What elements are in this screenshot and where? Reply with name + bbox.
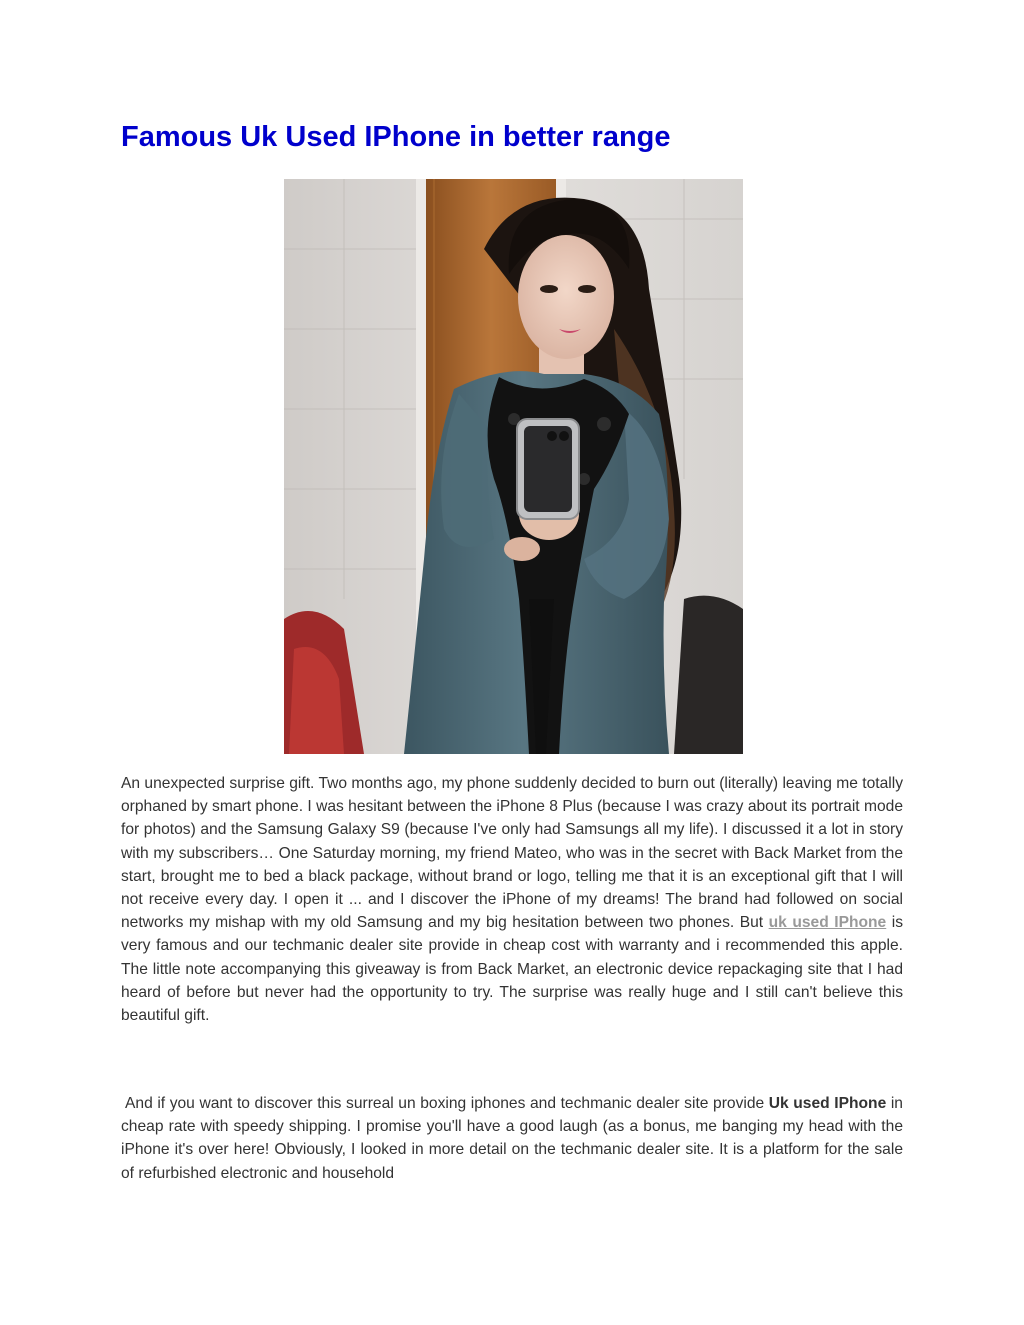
paragraph-1 [121, 772, 903, 1027]
uk-used-iphone-link[interactable]: uk used IPhone [768, 914, 887, 932]
page-title: Famous Uk Used IPhone in better range [121, 121, 671, 153]
paragraph-2 [121, 1092, 903, 1185]
paragraph-2-text-end: in cheap rate with speedy shipping. I promise you'll have a good laugh (as a bonus, me banging my head with the iPhone it's over here! Obviously, I looked in more detail on the techmanic dealer site. It is a platform for the sale of refurbished electronic and household [121, 1095, 903, 1182]
mirror-selfie-photo [284, 179, 743, 754]
paragraph-1-text-end: is very famous and our techmanic dealer site provide in cheap cost with warranty and i recommended this apple. The little note accompanying this giveaway is from Back Market, an electronic device repackaging site that I had heard of before but never had the opportunity to try. The surprise was really huge and I still can't believe this beautiful gift. [121, 914, 903, 1025]
paragraph-2-text-start: And if you want to discover this surreal un boxing iphones and techmanic dealer site provide [125, 1095, 769, 1112]
uk-used-iphone-bold: Uk used IPhone [768, 1095, 887, 1112]
paragraph-1-text-start: An unexpected surprise gift. Two months ago, my phone suddenly decided to burn out (literally) leaving me totally orphaned by smart phone. I was hesitant between the iPhone 8 Plus (because I was crazy about its portrait mode for photos) and the Samsung Galaxy S9 (because I've only had Samsungs all my life). I discussed it a lot in story with my subscribers… One Saturday morning, my friend Mateo, who was in the secret with Back Market from the start, brought me to bed a black package, without brand or logo, telling me that it is an exceptional gift that I will not receive every day. I open it ... and I discover the iPhone of my dreams! The brand had followed on social networks my mishap with my old Samsung and my big hesitation between two phones. But [121, 775, 903, 932]
